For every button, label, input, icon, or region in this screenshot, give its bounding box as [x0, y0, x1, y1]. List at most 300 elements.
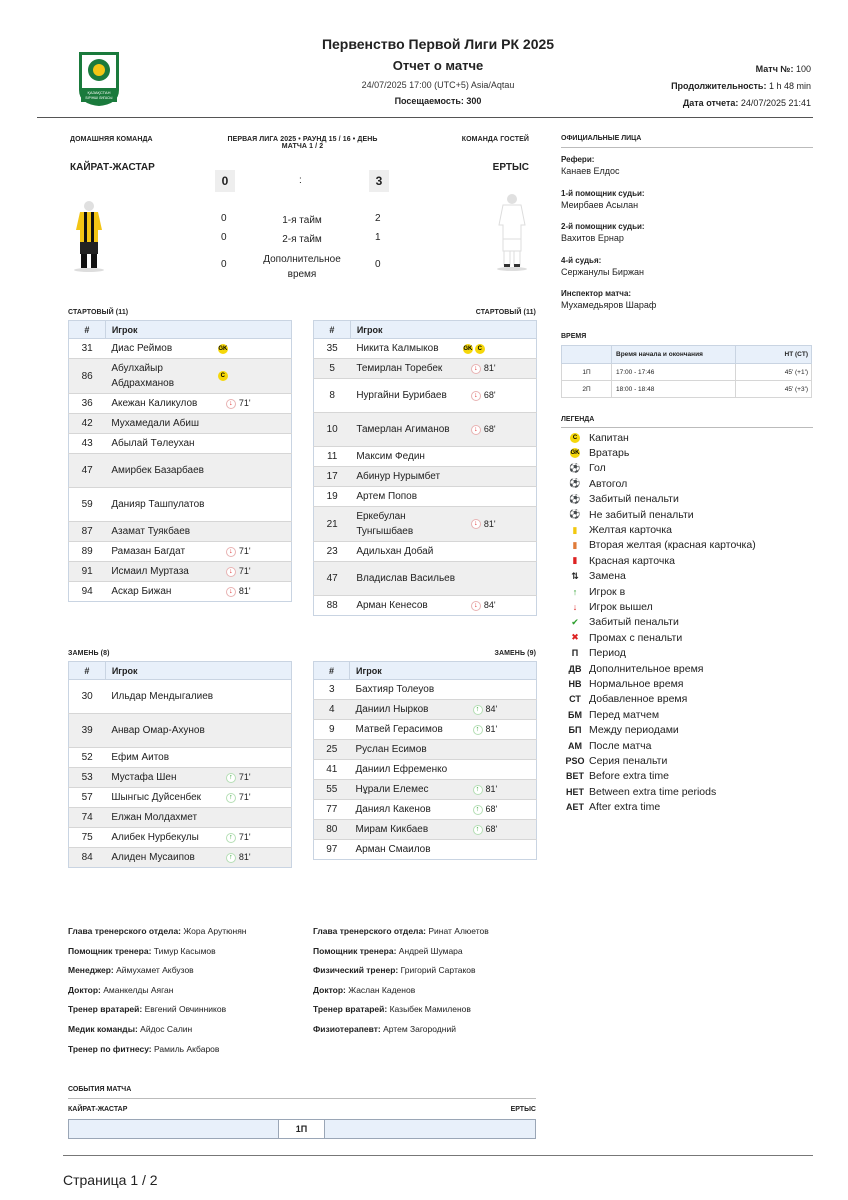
player-row — [69, 828, 292, 848]
player-row — [69, 788, 292, 808]
player-events — [218, 768, 292, 788]
legend-label: Гол — [589, 462, 606, 475]
player-number: 89 — [69, 542, 106, 562]
sub-minute: 68' — [483, 424, 496, 435]
away-subs-caption: ЗАМЕНЬ (9) — [494, 650, 536, 657]
player-number: 4 — [314, 700, 350, 720]
player-name: Абылай Төлеухан — [105, 434, 218, 454]
official-role: 2-й помощник судьи: — [561, 222, 645, 231]
away-staff — [313, 926, 489, 1044]
staff-name: Ринат Алюетов — [428, 926, 489, 936]
report-subtitle: Отчет о матче — [392, 58, 484, 73]
legend-item — [561, 615, 813, 630]
report-title: Первенство Первой Лиги РК 2025 — [321, 36, 555, 52]
player-events — [463, 562, 537, 596]
legend-label: Серия пенальти — [589, 754, 668, 767]
player-row — [314, 447, 537, 467]
player-name: Даниял Какенов — [350, 800, 465, 820]
player-number: 3 — [314, 680, 350, 700]
staff-entry — [68, 985, 247, 1005]
time-period: 2П — [562, 381, 612, 398]
staff-name: Евгений Овчинников — [144, 1004, 227, 1015]
col-number: # — [314, 321, 351, 339]
player-events — [218, 748, 292, 768]
player-number: 10 — [314, 413, 351, 447]
player-name: Адильхан Добай — [350, 542, 463, 562]
legend-label: Дополнительное время — [589, 662, 704, 675]
player-row — [314, 596, 537, 616]
player-out-icon: ↓ — [226, 399, 236, 409]
player-name: Матвей Герасимов — [350, 720, 465, 740]
player-events — [463, 596, 537, 616]
goal-icon: ⚽ — [569, 462, 581, 473]
period-label: 1-я тайм — [282, 215, 322, 226]
player-number: 91 — [69, 562, 106, 582]
official-entry — [561, 289, 656, 323]
player-row — [69, 488, 292, 522]
home-caption: ДОМАШНЯЯ КОМАНДА — [70, 136, 153, 143]
player-out-icon: ↓ — [471, 519, 481, 529]
player-name: Темирлан Торебек — [350, 359, 463, 379]
player-events — [465, 740, 537, 760]
legend-item — [561, 753, 813, 768]
time-range: 18:00 - 18:48 — [612, 381, 736, 398]
legend-label: Нормальное время — [589, 677, 684, 690]
player-number: 97 — [314, 840, 350, 860]
player-events — [463, 447, 537, 467]
legend-label: Перед матчем — [589, 708, 660, 721]
staff-name: Григорий Сартаков — [400, 965, 476, 976]
logo-text-2: БІРІНШІ ЛИГАСЫ — [85, 96, 113, 100]
player-events — [218, 542, 292, 562]
legend-label: Красная карточка — [589, 554, 675, 567]
staff-role: Тренер вратарей: — [313, 1004, 388, 1015]
player-name: Алиден Мусаипов — [105, 848, 218, 868]
legend-item — [561, 707, 813, 722]
away-caption: КОМАНДА ГОСТЕЙ — [461, 136, 529, 143]
logo-text-1: ҚАЗАҚСТАН — [87, 90, 111, 95]
time-col-ht: HT (CT) — [736, 346, 812, 364]
staff-name: Артем Загородний — [383, 1023, 456, 1034]
events-period-marker: 1П — [278, 1120, 325, 1138]
sub-minute: 84' — [485, 704, 498, 715]
player-number: 36 — [69, 394, 106, 414]
legend-item — [561, 461, 813, 476]
officials-title: ОФИЦИАЛЬНЫЕ ЛИЦА — [561, 135, 642, 142]
player-row — [314, 780, 537, 800]
player-name: Алибек Нурбекулы — [105, 828, 218, 848]
player-name: Даниил Нырков — [350, 700, 465, 720]
pso-abbr: PSO — [565, 755, 585, 766]
player-in-icon: ↑ — [226, 833, 236, 843]
legend-item — [561, 553, 813, 568]
player-number: 43 — [69, 434, 106, 454]
match-datetime: 24/07/2025 17:00 (UTC+5) Asia/Aqtau — [361, 80, 515, 90]
time-range: 17:00 - 17:46 — [612, 364, 736, 381]
legend-item — [561, 630, 813, 645]
table-header — [314, 321, 537, 339]
player-row — [69, 454, 292, 488]
goalkeeper-icon: GK — [218, 345, 228, 352]
score-separator: : — [299, 175, 302, 186]
player-events — [465, 780, 537, 800]
player-row — [314, 700, 537, 720]
player-number: 88 — [314, 596, 351, 616]
player-events — [218, 454, 292, 488]
period-home-score: 0 — [221, 232, 227, 243]
col-player: Игрок — [350, 662, 537, 680]
staff-role: Доктор: — [68, 984, 101, 995]
official-role: Инспектор матча: — [561, 289, 632, 298]
player-out-icon: ↓ — [471, 601, 481, 611]
own-goal-icon: ⚽ — [569, 478, 581, 489]
player-row — [69, 339, 292, 359]
player-row — [69, 434, 292, 454]
player-name: Мирам Кикбаев — [350, 820, 465, 840]
time-col-range: Время начала и окончания — [612, 346, 736, 364]
staff-entry — [68, 1024, 247, 1044]
col-number: # — [69, 662, 106, 680]
home-subs-caption: ЗАМЕНЬ (8) — [68, 650, 110, 657]
time-period: 1П — [562, 364, 612, 381]
het-abbr: HET — [566, 786, 584, 797]
player-number: 9 — [314, 720, 350, 740]
legend-label: Between extra time periods — [589, 785, 717, 798]
penalty-scored-icon: ⚽ — [569, 493, 581, 504]
player-events — [465, 840, 537, 860]
player-name: Ильдар Мендыгалиев — [105, 680, 218, 714]
player-name: Амирбек Базарбаев — [105, 454, 218, 488]
report-date: Дата отчета: 24/07/2025 21:41 — [682, 98, 811, 108]
time-col-period — [562, 346, 612, 364]
player-row — [69, 714, 292, 748]
home-score: 0 — [215, 170, 235, 192]
home-starting-table — [68, 320, 292, 602]
legend-item — [561, 599, 813, 614]
after-match-abbr: АМ — [568, 740, 582, 751]
legend-label: Вратарь — [589, 447, 630, 460]
player-row — [69, 808, 292, 828]
sub-minute: 81' — [238, 852, 251, 863]
player-number: 25 — [314, 740, 350, 760]
home-team-name: КАЙРАТ-ЖАСТАР — [70, 162, 155, 173]
home-subs-table-wrap — [68, 661, 292, 868]
player-row — [69, 394, 292, 414]
aet-abbr: AET — [566, 802, 584, 813]
player-name: Бахтияр Толеуов — [350, 680, 465, 700]
added-time-abbr: СТ — [569, 694, 581, 705]
legend-label: Между периодами — [589, 724, 679, 737]
official-role: 4-й судья: — [561, 255, 602, 265]
sub-minute: 81' — [483, 518, 496, 529]
player-number: 39 — [69, 714, 106, 748]
staff-entry — [313, 946, 489, 966]
period-abbr: П — [571, 648, 579, 659]
match-duration: Продолжительность: 1 h 48 min — [671, 81, 811, 91]
before-match-abbr: БМ — [568, 709, 582, 720]
player-name: Нургайни Бурибаев — [350, 379, 463, 413]
period-away-score: 1 — [375, 232, 381, 243]
period-home-score: 0 — [221, 213, 227, 224]
col-player: Игрок — [105, 662, 291, 680]
player-row — [314, 820, 537, 840]
player-number: 74 — [69, 808, 106, 828]
staff-role: Глава тренерского отдела: — [68, 926, 182, 936]
legend-item — [561, 676, 813, 691]
legend-item — [561, 738, 813, 753]
staff-name: Айдос Салин — [140, 1023, 193, 1034]
player-name: Анвар Омар-Ахунов — [105, 714, 218, 748]
player-row — [314, 542, 537, 562]
league-logo — [75, 50, 123, 108]
col-number: # — [69, 321, 106, 339]
player-row — [314, 379, 537, 413]
substitution-icon: ⇅ — [571, 570, 579, 581]
player-number: 11 — [314, 447, 351, 467]
yellow-card-icon: ▮ — [572, 524, 578, 535]
red-card-icon: ▮ — [572, 555, 578, 566]
staff-role: Глава тренерского отдела: — [313, 926, 427, 936]
attendance: Посещаемость: 300 — [394, 96, 482, 106]
footer-divider — [63, 1155, 813, 1156]
player-row — [69, 562, 292, 582]
penalty-missed-icon: ⚽ — [569, 509, 581, 520]
sub-minute: 81' — [485, 724, 498, 735]
col-number: # — [314, 662, 350, 680]
player-number: 47 — [69, 454, 106, 488]
player-row — [69, 768, 292, 788]
home-staff — [68, 926, 247, 1063]
official-entry — [561, 222, 656, 256]
player-row — [314, 740, 537, 760]
sub-minute: 68' — [483, 390, 496, 401]
player-name: Елжан Молдахмет — [105, 808, 218, 828]
player-number: 52 — [69, 748, 106, 768]
legend-item — [561, 645, 813, 660]
player-row — [314, 507, 537, 542]
player-name: Азамат Туякбаев — [105, 522, 218, 542]
player-row — [314, 413, 537, 447]
player-name: Арман Кенесов — [350, 596, 463, 616]
time-table — [561, 345, 812, 398]
staff-name: Казыбек Мамиленов — [389, 1004, 471, 1015]
events-away: ЕРТЫС — [510, 1106, 536, 1113]
player-number: 57 — [69, 788, 106, 808]
legend-label: After extra time — [589, 801, 661, 814]
staff-role: Физиотерапевт: — [313, 1023, 381, 1034]
player-row — [314, 680, 537, 700]
sub-minute: 81' — [485, 784, 498, 795]
player-in-icon: ↑ — [473, 785, 483, 795]
second-yellow-icon: ▮ — [572, 539, 578, 550]
time-row — [562, 381, 812, 398]
player-number: 59 — [69, 488, 106, 522]
official-name: Мухамедьяров Шараф — [561, 300, 657, 310]
player-in-icon: ↑ — [226, 853, 236, 863]
staff-role: Медик команды: — [68, 1023, 138, 1034]
match-number: Матч №: 100 — [755, 64, 811, 74]
player-row — [314, 840, 537, 860]
player-in-icon: ↑ — [473, 725, 483, 735]
legend-label: Желтая карточка — [589, 524, 673, 537]
player-number: 75 — [69, 828, 106, 848]
player-number: 84 — [69, 848, 106, 868]
official-name: Канаев Елдос — [561, 166, 620, 176]
staff-entry — [68, 1044, 247, 1064]
captain-icon: C — [475, 344, 485, 354]
player-row — [314, 720, 537, 740]
player-number: 41 — [314, 760, 350, 780]
legend-label: Замена — [589, 570, 626, 583]
legend-label: Период — [589, 647, 626, 660]
legend-item — [561, 692, 813, 707]
events-divider — [68, 1098, 536, 1099]
player-out-icon: ↓ — [572, 601, 578, 612]
sub-minute: 68' — [485, 804, 498, 815]
player-number: 47 — [314, 562, 351, 596]
player-out-icon: ↓ — [471, 391, 481, 401]
sub-minute: 84' — [483, 600, 496, 611]
header-divider — [37, 117, 813, 118]
player-name: Нұрали Елемес — [350, 780, 465, 800]
round-info: ПЕРВАЯ ЛИГА 2025 • РАУНД 15 / 16 • ДЕНЬ МАТЧА 1 / 2 — [227, 136, 378, 150]
staff-name: Андрей Шумара — [398, 945, 463, 956]
player-number: 87 — [69, 522, 106, 542]
official-role: 1-й помощник судьи: — [561, 188, 645, 198]
staff-role: Физический тренер: — [313, 965, 399, 976]
player-number: 77 — [314, 800, 350, 820]
staff-entry — [313, 1004, 489, 1024]
col-player: Игрок — [350, 321, 536, 339]
legend-item — [561, 538, 813, 553]
events-title: СОБЫТИЯ МАТЧА — [68, 1086, 132, 1093]
player-out-icon: ↓ — [226, 587, 236, 597]
staff-entry — [313, 965, 489, 985]
player-name: Никита Калмыков — [350, 339, 463, 359]
player-in-icon: ↑ — [473, 705, 483, 715]
player-name: Руслан Есимов — [350, 740, 465, 760]
player-name: Исмаил Муртаза — [105, 562, 218, 582]
legend-item — [561, 430, 813, 445]
legend-label: Игрок вышел — [589, 600, 653, 613]
home-kit — [72, 200, 106, 274]
legend-divider — [561, 427, 813, 428]
away-subs-table — [313, 661, 537, 860]
player-events — [218, 359, 292, 394]
legend-label: Before extra time — [589, 770, 669, 783]
table-header — [69, 321, 292, 339]
player-name: Шынгыс Дуйсенбек — [105, 788, 218, 808]
staff-name: Тимур Касымов — [153, 945, 216, 956]
player-events — [463, 542, 537, 562]
player-name: Аскар Бижан — [105, 582, 218, 602]
player-row — [69, 582, 292, 602]
legend-label: Промах с пенальти — [589, 631, 683, 644]
player-number: 86 — [69, 359, 106, 394]
legend-item — [561, 476, 813, 491]
staff-entry — [68, 926, 247, 946]
home-starting-caption: СТАРТОВЫЙ (11) — [68, 309, 129, 316]
player-out-icon: ↓ — [471, 425, 481, 435]
player-in-icon: ↑ — [226, 773, 236, 783]
legend-label: Забитый пенальти — [589, 616, 679, 629]
player-events — [463, 413, 537, 447]
legend-item — [561, 661, 813, 676]
staff-name: Жаслан Каденов — [348, 984, 416, 995]
legend-item — [561, 507, 813, 522]
home-kit-shirt — [76, 212, 102, 242]
player-events — [218, 680, 292, 714]
events-timeline — [68, 1119, 536, 1139]
player-events — [218, 522, 292, 542]
staff-role: Тренер по фитнесу: — [68, 1043, 152, 1054]
legend-item — [561, 799, 813, 814]
sub-minute: 71' — [238, 566, 251, 577]
player-row — [69, 414, 292, 434]
player-events — [218, 582, 292, 602]
time-table-wrap — [561, 345, 812, 398]
table-header — [314, 662, 537, 680]
staff-entry — [68, 1004, 247, 1024]
officials-divider — [561, 147, 813, 148]
staff-role: Тренер вратарей: — [68, 1004, 143, 1015]
staff-role: Доктор: — [313, 984, 346, 995]
sub-minute: 81' — [483, 363, 496, 374]
legend-item — [561, 492, 813, 507]
legend-label: Капитан — [589, 431, 629, 444]
player-events — [218, 488, 292, 522]
player-name: Тамерлан Агиманов — [350, 413, 463, 447]
player-row — [314, 339, 537, 359]
player-events — [463, 379, 537, 413]
goalkeeper-icon: GK — [570, 450, 580, 457]
player-number: 17 — [314, 467, 351, 487]
official-role: Рефери: — [561, 155, 595, 164]
captain-icon: C — [218, 371, 228, 381]
player-row — [314, 467, 537, 487]
page-number: Страница 1 / 2 — [63, 1172, 158, 1188]
player-name: Мухамедали Абиш — [105, 414, 218, 434]
extra-time-abbr: ДВ — [568, 663, 582, 674]
player-row — [314, 800, 537, 820]
staff-name: Жора Арутюнян — [183, 926, 247, 936]
table-header — [69, 662, 292, 680]
legend-list — [561, 430, 813, 815]
player-name: Еркебулан Тунгышбаев — [350, 507, 463, 542]
player-number: 35 — [314, 339, 351, 359]
player-events — [465, 720, 537, 740]
away-starting-caption: СТАРТОВЫЙ (11) — [475, 309, 536, 316]
staff-name: Аймухамет Акбузов — [116, 965, 194, 976]
player-row — [69, 748, 292, 768]
time-ht: 45' (+3') — [736, 381, 812, 398]
legend-label: Не забитый пенальти — [589, 508, 694, 521]
legend-item — [561, 584, 813, 599]
time-ht: 45' (+1') — [736, 364, 812, 381]
between-periods-abbr: БП — [568, 725, 582, 736]
away-starting-table-wrap — [313, 320, 537, 616]
player-events — [465, 800, 537, 820]
sub-minute: 71' — [238, 546, 251, 557]
staff-role: Помощник тренера: — [68, 945, 152, 956]
player-number: 31 — [69, 339, 106, 359]
player-name: Диас Реймов — [105, 339, 218, 359]
away-subs-table-wrap — [313, 661, 537, 860]
legend-label: Вторая желтая (красная карточка) — [589, 539, 756, 552]
staff-name: Рамиль Акбаров — [154, 1043, 220, 1054]
bet-abbr: BET — [566, 771, 584, 782]
player-row — [314, 487, 537, 507]
